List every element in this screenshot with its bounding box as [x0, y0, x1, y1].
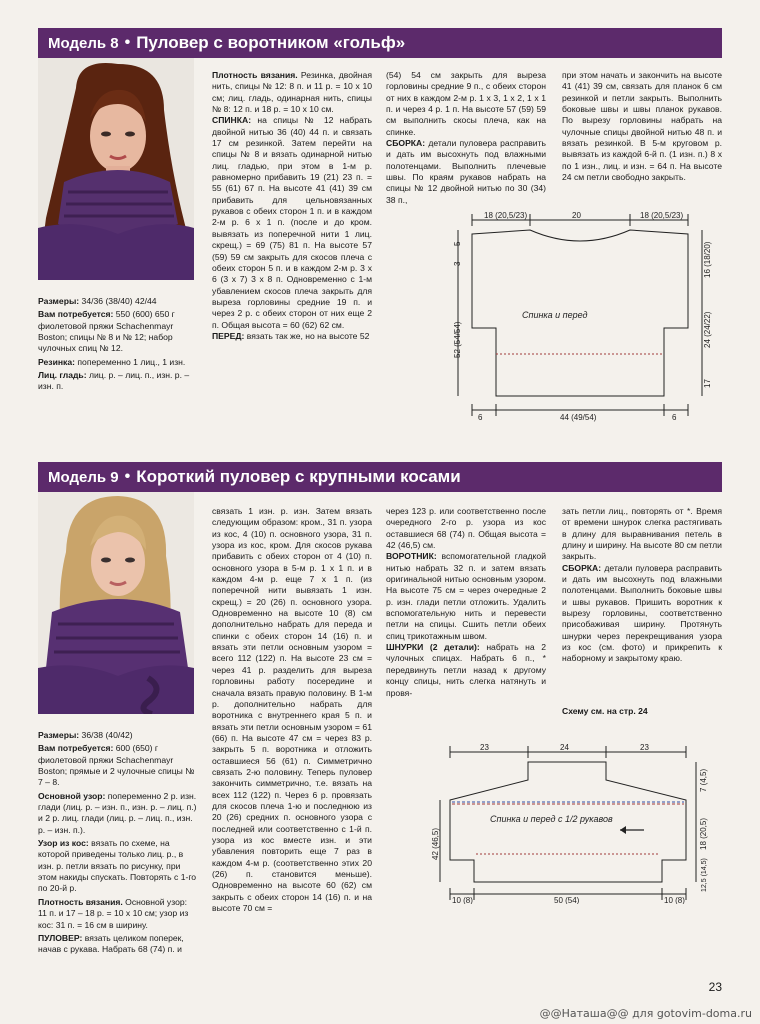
- model8-number: Модель 8: [48, 34, 119, 52]
- page-number: 23: [708, 980, 722, 994]
- model9-schema-bot-left: 10 (8): [452, 896, 473, 904]
- model8-col2-text: (54) 54 см закрыть для выреза горловины средние 9 п., с обеих сторон от них в каждом 2-м р. 1 х 3, 1 х 2, 1 х 1 п. и через 4 р. 1 п. На высоте 57 (59) 59 см выполнить скосы плеча, как на спинке.: [386, 70, 546, 137]
- model8-bullet: •: [124, 34, 131, 51]
- model8-schema-left-top: 5: [453, 241, 462, 246]
- model9-meta: [38, 730, 198, 958]
- model8-front-label: ПЕРЕД:: [212, 330, 245, 341]
- model9-gauge-label: Плотность вязания.: [38, 896, 123, 907]
- model9-photo: [38, 492, 194, 714]
- model9-number: Модель 9: [48, 468, 119, 486]
- model8-schema-bot-right: 6: [672, 413, 677, 422]
- model9-cords-label: ШНУРКИ (2 детали):: [386, 642, 480, 653]
- model8-column-1: [212, 70, 372, 342]
- model8-banner: [38, 28, 722, 58]
- model8-sizes-label: Размеры:: [38, 296, 80, 306]
- model9-main-label: Основной узор:: [38, 790, 106, 801]
- model9-sizes-label: Размеры:: [38, 730, 80, 740]
- model8-column-3: [562, 70, 722, 183]
- model9-assembly-label: СБОРКА:: [562, 562, 602, 573]
- credit-watermark: @@Наташа@@ для gotovim-doma.ru: [539, 1007, 752, 1020]
- model8-needs-value: 550 (600) 650 г фиолетовой пряжи Schachenmayr Boston; спицы № 8 и № 12; набор чулочных спиц № 12.: [38, 309, 175, 354]
- model9-main-value: попеременно 2 р. изн. глади (лиц. р. – изн. п., изн. р. – лиц. п.) и 2 р. лиц. глади (лиц. р. – лиц. п., изн. р. – изн. п.).: [38, 790, 197, 835]
- model8-schema-top-left: 18 (20,5/23): [484, 211, 528, 220]
- model8-schema-label: Спинка и перед: [522, 310, 588, 320]
- model9-col3-text: зать петли лиц., повторять от *. Время от времени шнурок слегка растягивать в длину для выравнивания петель в длину и ширину. На высоте 80 см петли закрыть.: [562, 506, 722, 562]
- model9-assembly-text: детали пуловера расправить и дать им высохнуть под влажными полотенцами. Выполнить боковые швы и швы рукавов. Пришить воротник к вырезу горловины, соответственно присобаживая ширину. Протянуть шнурки через перекрещивания узора из кос (см. фото) и прикрепить к наборному и закрытому краю.: [562, 562, 723, 664]
- model9-schema-top-right: 23: [640, 743, 649, 752]
- model9-col2-text: через 123 р. или соответственно после очередного 2-го р. узора из кос оставшиеся 68 (74) п. Общая высота = 42 (46,5) см.: [386, 506, 546, 551]
- model8-schema-bot-left: 6: [478, 413, 483, 422]
- model8-stock-label: Лиц. гладь:: [38, 370, 87, 381]
- model9-collar-text: вспомогательной гладкой нитью набрать 32 п. и затем вязать оригинальной нитью основным узором. На высоте 75 см = через очередные 2 р. изн. глади петли отложить. Удалить вспомогательную нить и перевести петли на спицы. Сшить петли обеих спиц трикотажным швом.: [386, 551, 546, 641]
- model9-column-3: [562, 506, 722, 665]
- model8-back-text: на спицы № 12 набрать двойной нитью 36 (40) 44 п. и связать 17 см резинкой. Затем перейти на спицы № 8 и вязать одинарной нитью лиц. гладью, при этом в 1-м р. равномерно прибавить 19 (21) 23 п. = 55 (61) 67 п. На высоте 41 (41) 39 см прибавить для цельновязанных рукавов с обеих сторон 1 п. и в каждом 2-м р. 6 х 1 п. (после и до кром. вывязать из поперечной нити 1 лиц. скрещ.) = 69 (75) 81 п. На высоте 57 (59) 59 см закрыть для скосов плеча с обеих сторон 5 п. и в каждом 2-м р. 3 х 6 (3 х 7) 3 х 8 п. Одновременно с 1-м убавлением скосов плеча закрыть для выреза горловины средние 19 п. и через 2 р. с обеих сторон от них еще 2 п. Общая высота = 60 (62) 62 см.: [212, 115, 373, 330]
- model9-cable-label: Узор из кос:: [38, 838, 89, 849]
- model9-gauge-value: Основной узор: 11 п. и 17 – 18 р. = 10 х 10 см; узор из кос: 31 п. = 16 см в ширину.: [38, 896, 189, 930]
- model8-sizes-value: 34/36 (38/40) 42/44: [81, 296, 157, 306]
- model9-schema-left-main: 42 (46,5): [431, 827, 440, 860]
- model8-rib-value: попеременно 1 лиц., 1 изн.: [77, 356, 186, 367]
- model8-schema-right-bot: 17: [703, 379, 712, 388]
- model8-stock-value: лиц. р. – лиц. п., изн. р. – изн. п.: [38, 370, 190, 392]
- model9-needs-label: Вам потребуется:: [38, 743, 114, 754]
- model9-pull-value: вязать целиком поперек, начав с рукава. Набрать 68 (74) п. и: [38, 932, 184, 955]
- model9-schema-label: Спинка и перед с 1/2 рукавов: [490, 814, 613, 824]
- model9-collar-label: ВОРОТНИК:: [386, 551, 437, 562]
- model9-schema-ref: Схему см. на стр. 24: [562, 706, 648, 716]
- model9-sizes-value: 36/38 (40/42): [81, 730, 133, 740]
- model9-schema-bot-mid: 50 (54): [554, 896, 580, 904]
- model8-schema-left-top2: 3: [453, 261, 462, 266]
- model9-pull-label: ПУЛОВЕР:: [38, 932, 83, 943]
- model8-schema-left-main: 52 (54/54): [453, 321, 462, 358]
- model9-schema-right-bot: 12,5 (14,5): [701, 858, 708, 892]
- model8-back-label: СПИНКА:: [212, 115, 252, 126]
- model9-schema-top-mid: 24: [560, 743, 569, 752]
- model8-photo: [38, 58, 194, 280]
- model9-schema-top-left: 23: [480, 743, 489, 752]
- model9-column-2: [386, 506, 546, 699]
- model8-schema-bot-mid: 44 (49/54): [560, 413, 597, 422]
- model8-schema-right-mid: 24 (24/22): [703, 311, 712, 348]
- model8-rib-label: Резинка:: [38, 356, 75, 367]
- model8-column-2: [386, 70, 546, 206]
- model9-column-1: [212, 506, 372, 914]
- model8-schema-right-top: 16 (18/20): [703, 241, 712, 278]
- model8-assembly-label: СБОРКА:: [386, 138, 426, 149]
- model9-schema-right-mid: 18 (20,5): [699, 817, 708, 850]
- model9-cords-text: набрать на 2 чулочных спицах. Набрать 6 п., * передвинуть петли назад к другому концу спицы, нить слегка натянуть и провя-: [386, 642, 547, 698]
- model9-bullet: •: [124, 468, 131, 485]
- model9-needs-value: 600 (650) г фиолетовой пряжи Schachenmayr Boston; прямые и 2 чулочные спицы № 7 – 8.: [38, 743, 195, 788]
- model9-schema-bot-right: 10 (8): [664, 896, 685, 904]
- model9-banner: [38, 462, 722, 492]
- model8-meta: [38, 296, 198, 395]
- model9-title: Короткий пуловер с крупными косами: [136, 467, 461, 486]
- model9-col1-text: связать 1 изн. р. изн. Затем вязать следующим образом: кром., 31 п. узора из кос, 4 (10) п. основного узора, 31 п. узора из кос, кром. Для скосов рукава прибавить с обеих сторон от 4 (10) п. основного узора в 5-м р. 1 х 1 п. и в каждом 4-м р. еще 7 х 1 п. (из поперечной нити вывязать 1 изн. скрещ.) = 20 (26) п. основного узора. Одновременно на высоте 10 (8) см дополнительно набрать для переда и спинки с обеих сторон 14 (16) п. и вязать эти петли основным узором = всего 112 (122) п. На высоте 23 см = через 41 р. разделить для выреза горловины работу посередине и сначала вязать правую половину. В 1-м р. дополнительно набрать для воротника с внутреннего края 5 п. и вязать эти петли основным узором = 61 (66) п. На высоте 47 см = через 83 р. закрыть 5 п. воротника и отложить оставшиеся 56 (61) п. Симметрично связать 2-ю половину. Теперь пуловер закончить симметрично, т.е. вязать на всех 112 (122) п. Через 6 р. провязать для скосов плеча 1-ю и последнюю из 20 (26) средних п. основного узора с последней или соответственно с 1-й п. узора из кос вместе изн. и эти убавления повторить еще 7 раз в каждом 4-м р. (соответственно этих 20 (26) п. становится меньше). Одновременно на высоте 60 (62) см закрыть с обеих сторон 14 (16) п. и на высоте 70 см =: [212, 506, 372, 914]
- model8-front-text: вязать так же, но на высоте 52: [246, 330, 370, 341]
- model8-col3-text: при этом начать и закончить на высоте 41 (41) 39 см, связать для планок 6 см резинкой и петли закрыть. Выполнить боковые швы и швы планок рукавов. По вырезу горловины набрать на чулочные спицы двойной нитью 48 п. и вязать резинкой. В 5-м круговом р. вывязать из каждой 6-й п. (1 изн. п.) 8 х по 1 изн., лиц. и изн. = 64 п. На высоте 24 см петли свободно закрыть.: [562, 70, 722, 183]
- model8-gauge-label: Плотность вязания.: [212, 70, 298, 80]
- model8-schema-top-mid: 20: [572, 211, 581, 220]
- model9-schema-right-top: 7 (4,5): [699, 768, 708, 792]
- model9-schema: [430, 742, 720, 904]
- model8-schema-top-right: 18 (20,5/23): [640, 211, 684, 220]
- model9-cable-value: вязать по схеме, на которой приведены только лиц. р., в изн. р. петли вязать по рисунку, при этом накиды спускать. Повторять с 1-го по 20-й р.: [38, 838, 197, 894]
- model8-gauge-text: Резинка, двойная нить, спицы № 12: 8 п. и 11 р. = 10 х 10 см; лиц. гладь, одинарная нить, спицы № 8: 12 п. и 18 р. = 10 х 10 см.: [212, 70, 372, 115]
- model8-schema: [440, 208, 720, 428]
- model8-assembly-text: детали пуловера расправить и дать им высохнуть под влажными полотенцами. Выполнить плечевые швы. По краям рукавов набрать на спицы № 12 двойной нитью по 30 (34) 38 п.,: [386, 138, 547, 205]
- model8-title: Пуловер с воротником «гольф»: [136, 33, 406, 52]
- model8-needs-label: Вам потребуется:: [38, 309, 114, 320]
